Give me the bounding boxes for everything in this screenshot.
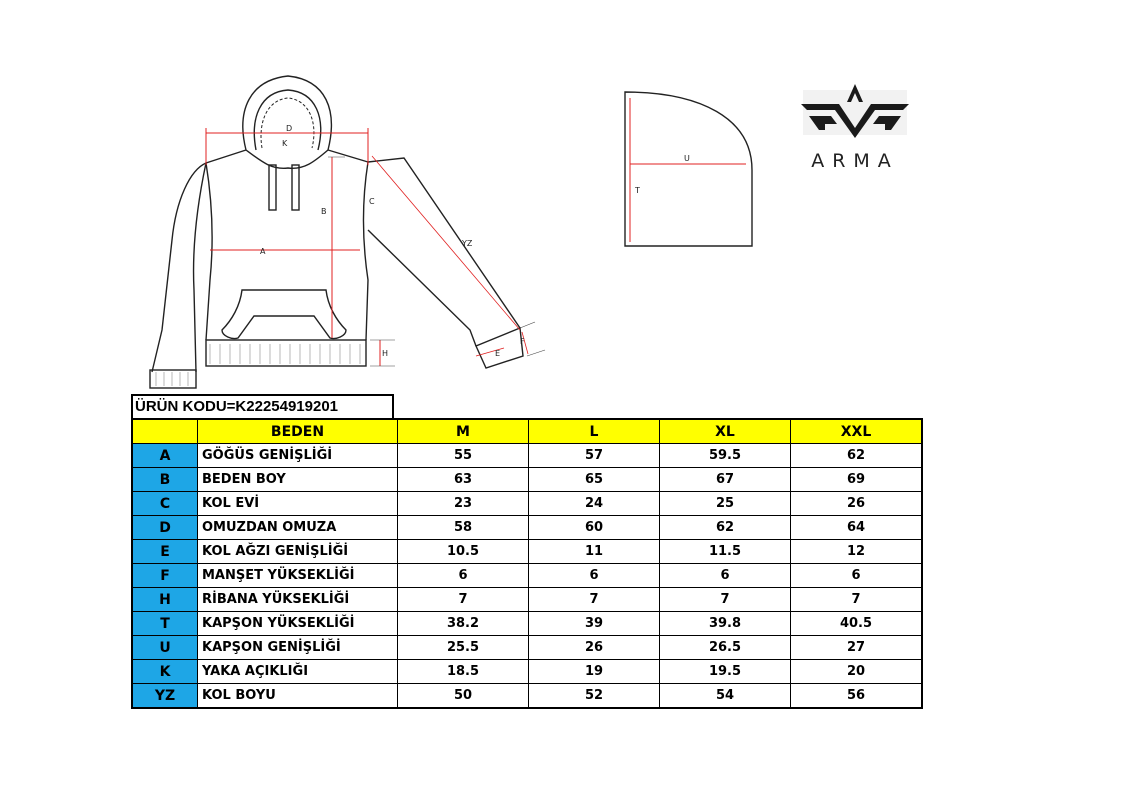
measure-value-cell: 65 — [529, 468, 660, 492]
measure-value-cell: 56 — [791, 684, 923, 709]
table-row — [132, 660, 922, 684]
brand-name: ARMA — [811, 150, 899, 172]
measure-value-cell: 7 — [529, 588, 660, 612]
measure-value-cell: 57 — [529, 444, 660, 468]
table-row — [132, 612, 922, 636]
measure-value-cell: 39.8 — [660, 612, 791, 636]
measure-value-cell: 26 — [529, 636, 660, 660]
label-k: K — [282, 139, 288, 148]
measure-value-cell: 55 — [398, 444, 529, 468]
measure-value-cell: 54 — [660, 684, 791, 709]
header-size-xl: XL — [660, 419, 791, 444]
measure-value-cell: 12 — [791, 540, 923, 564]
measure-code-cell: C — [132, 492, 198, 516]
table-row — [132, 564, 922, 588]
product-code: ÜRÜN KODU=K22254919201 — [131, 394, 394, 418]
measure-value-cell: 26.5 — [660, 636, 791, 660]
measure-value-cell: 60 — [529, 516, 660, 540]
measure-value-cell: 52 — [529, 684, 660, 709]
measure-code-cell: K — [132, 660, 198, 684]
measure-name-cell: KOL EVİ — [198, 492, 398, 516]
measure-name-cell: MANŞET YÜKSEKLİĞİ — [198, 564, 398, 588]
table-row — [132, 636, 922, 660]
table-row — [132, 588, 922, 612]
measure-value-cell: 10.5 — [398, 540, 529, 564]
measure-name-cell: KAPŞON GENİŞLİĞİ — [198, 636, 398, 660]
measure-value-cell: 7 — [398, 588, 529, 612]
measure-value-cell: 69 — [791, 468, 923, 492]
label-u: U — [684, 154, 690, 163]
table-row — [132, 684, 922, 709]
measure-value-cell: 6 — [398, 564, 529, 588]
label-b: B — [321, 207, 327, 216]
size-table — [131, 418, 923, 709]
table-row — [132, 468, 922, 492]
measure-name-cell: YAKA AÇIKLIĞI — [198, 660, 398, 684]
measure-name-cell: KOL BOYU — [198, 684, 398, 709]
label-e: E — [495, 349, 501, 358]
measure-value-cell: 6 — [660, 564, 791, 588]
header-size-xxl: XXL — [791, 419, 923, 444]
measure-name-cell: RİBANA YÜKSEKLİĞİ — [198, 588, 398, 612]
measure-value-cell: 50 — [398, 684, 529, 709]
measure-code-cell: F — [132, 564, 198, 588]
measure-name-cell: BEDEN BOY — [198, 468, 398, 492]
measure-code-cell: E — [132, 540, 198, 564]
label-f: F — [520, 337, 525, 346]
measure-value-cell: 23 — [398, 492, 529, 516]
label-d: D — [286, 124, 293, 133]
measure-value-cell: 64 — [791, 516, 923, 540]
measure-code-cell: A — [132, 444, 198, 468]
hood-diagram — [615, 85, 760, 255]
measure-name-cell: KOL AĞZI GENİŞLİĞİ — [198, 540, 398, 564]
measure-value-cell: 39 — [529, 612, 660, 636]
header-size-m: M — [398, 419, 529, 444]
measure-code-cell: H — [132, 588, 198, 612]
table-row — [132, 444, 922, 468]
label-t: T — [635, 186, 640, 195]
measure-value-cell: 58 — [398, 516, 529, 540]
measure-code-cell: D — [132, 516, 198, 540]
measure-name-cell: OMUZDAN OMUZA — [198, 516, 398, 540]
measure-value-cell: 6 — [529, 564, 660, 588]
measure-value-cell: 19.5 — [660, 660, 791, 684]
header-code-cell — [132, 419, 198, 444]
header-beden: BEDEN — [198, 419, 398, 444]
label-a: A — [260, 247, 266, 256]
measure-code-cell: B — [132, 468, 198, 492]
measure-value-cell: 11 — [529, 540, 660, 564]
measure-value-cell: 38.2 — [398, 612, 529, 636]
measure-value-cell: 18.5 — [398, 660, 529, 684]
measure-value-cell: 19 — [529, 660, 660, 684]
measure-code-cell: T — [132, 612, 198, 636]
measure-value-cell: 59.5 — [660, 444, 791, 468]
measure-value-cell: 25.5 — [398, 636, 529, 660]
measure-value-cell: 27 — [791, 636, 923, 660]
measure-value-cell: 67 — [660, 468, 791, 492]
header-size-l: L — [529, 419, 660, 444]
label-yz: YZ — [462, 239, 473, 248]
measure-name-cell: KAPŞON YÜKSEKLİĞİ — [198, 612, 398, 636]
measure-value-cell: 25 — [660, 492, 791, 516]
table-header-row — [132, 419, 922, 444]
table-row — [132, 492, 922, 516]
measure-value-cell: 24 — [529, 492, 660, 516]
hoodie-diagram — [140, 70, 560, 395]
measure-name-cell: GÖĞÜS GENİŞLİĞİ — [198, 444, 398, 468]
measure-value-cell: 7 — [791, 588, 923, 612]
measure-value-cell: 63 — [398, 468, 529, 492]
measure-value-cell: 11.5 — [660, 540, 791, 564]
measure-code-cell: U — [132, 636, 198, 660]
measure-value-cell: 40.5 — [791, 612, 923, 636]
table-row — [132, 540, 922, 564]
measure-value-cell: 26 — [791, 492, 923, 516]
table-row — [132, 516, 922, 540]
measure-value-cell: 62 — [660, 516, 791, 540]
measure-code-cell: YZ — [132, 684, 198, 709]
label-c: C — [369, 197, 375, 206]
measure-value-cell: 20 — [791, 660, 923, 684]
measure-value-cell: 62 — [791, 444, 923, 468]
measure-value-cell: 7 — [660, 588, 791, 612]
measure-value-cell: 6 — [791, 564, 923, 588]
label-h: H — [382, 349, 389, 358]
